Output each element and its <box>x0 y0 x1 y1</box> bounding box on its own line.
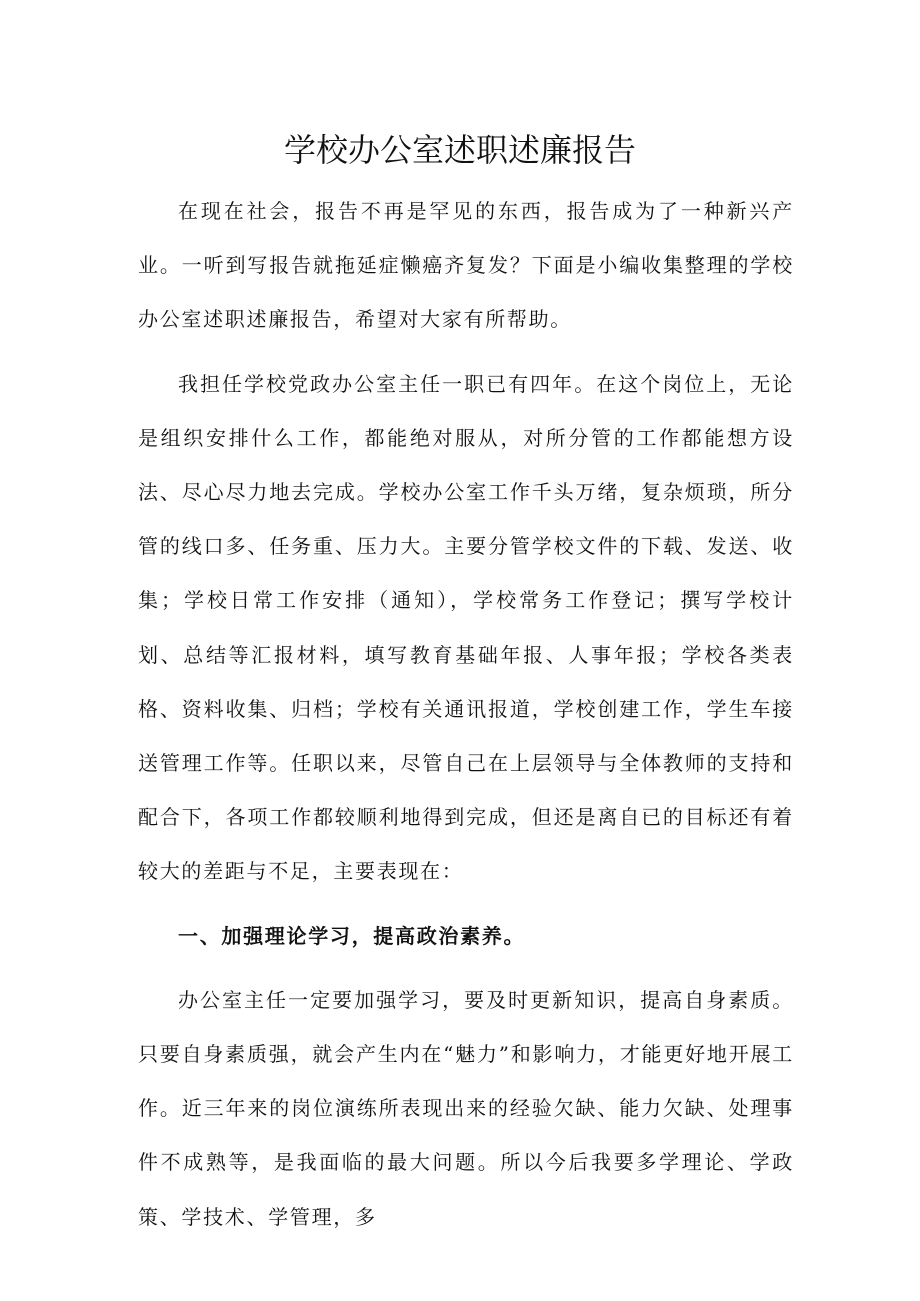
section-heading: 一、加强理论学习，提高政治素养。 <box>178 923 526 948</box>
intro-paragraph: 在现在社会，报告不再是罕见的东西，报告成为了一种新兴产业。一听到写报告就拖延症懒癌齐复发？下面是小编收集整理的学校办公室述职述廉报告，希望对大家有所帮助。 <box>138 199 794 332</box>
section-paragraph: 办公室主任一定要加强学习，要及时更新知识，提高自身素质。只要自身素质强，就会产生内在“魅力”和影响力，才能更好地开展工作。近三年来的岗位演练所表现出来的经验欠缺、能力欠缺、处理事件不成熟等，是我面临的最大问题。所以今后我要多学理论、学政策、学技术、学管理，多 <box>138 987 794 1229</box>
document-title: 学校办公室述职述廉报告 <box>283 131 636 169</box>
duty-paragraph: 我担任学校党政办公室主任一职已有四年。在这个岗位上，无论是组织安排什么工作，都能绝对服从，对所分管的工作都能想方设法、尽心尽力地去完成。学校办公室工作千头万绪，复杂烦琐，所分管的线口多、任务重、压力大。主要分管学校文件的下载、发送、收集；学校日常工作安排（通知），学校常务工作登记；撰写学校计划、总结等汇报材料，填写教育基础年报、人事年报；学校各类表格、资料收集、归档；学校有关通讯报道，学校创建工作，学生车接送管理工作等。任职以来，尽管自己在上层领导与全体教师的支持和配合下，各项工作都较顺利地得到完成，但还是离自已的目标还有着较大的差距与不足，主要表现在： <box>138 371 794 884</box>
document-body <box>138 184 794 1244</box>
